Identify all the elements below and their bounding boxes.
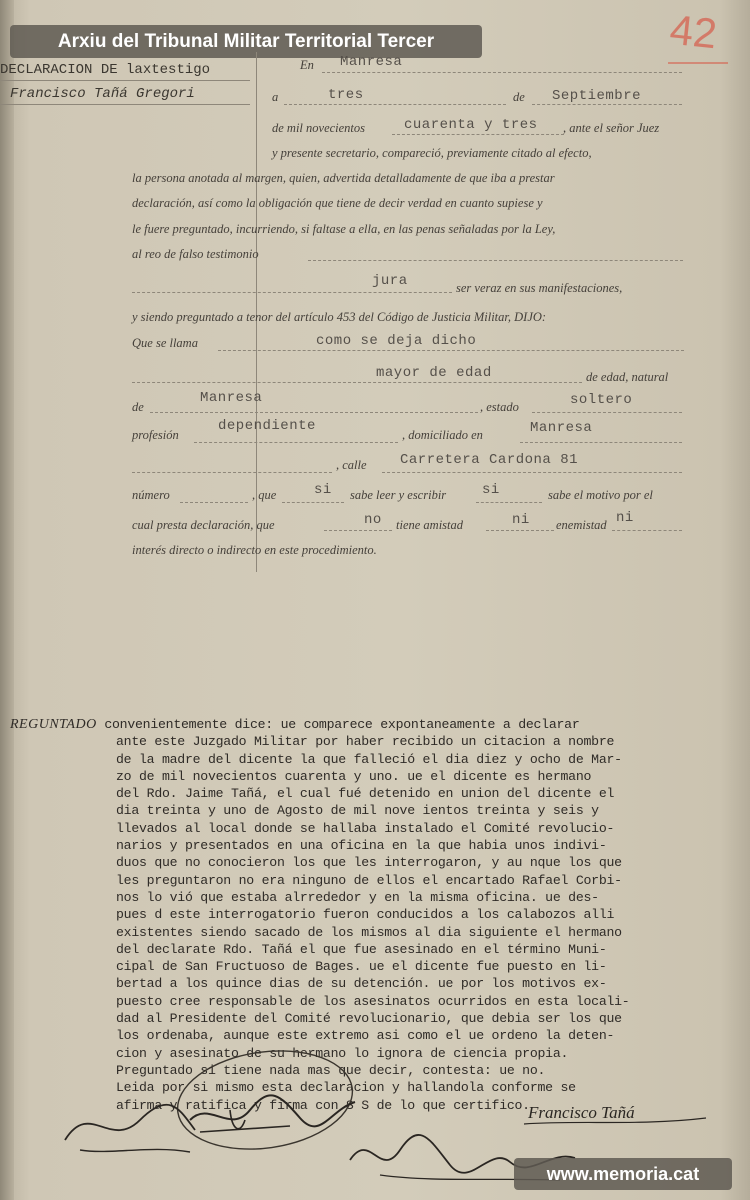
street-line xyxy=(382,472,682,473)
testimony-text-0: convenientemente dice: ue comparece expontaneamente a declarar xyxy=(96,717,580,732)
field-interes: ni xyxy=(616,510,634,526)
testimony-line-15: bertad a los quince dias de su detención. ue por los motivos ex- xyxy=(116,976,607,992)
testimony-line-17: dad al Presidente del Comité revolucionario, que debia ser los que xyxy=(116,1011,622,1027)
profession-line xyxy=(194,442,398,443)
printed-line-5: la persona anotada al margen, quien, advertida detalladamente de que iba a prestar xyxy=(132,171,555,185)
printed-de: de xyxy=(513,90,525,104)
printed-line-8: al reo de falso testimonio xyxy=(132,247,259,261)
printed-en: En xyxy=(300,58,314,72)
declaration-title-text: DECLARACION DE xyxy=(0,62,118,78)
testimony-line-0 xyxy=(10,716,745,733)
field-age: mayor de edad xyxy=(376,365,492,381)
testimony-line-2: de la madre del dicente la que falleció el dia diez y ocho de Mar- xyxy=(116,751,622,767)
field-civil-status: soltero xyxy=(570,392,633,408)
testimony-line-6: llevados al local donde se hallaba instalado el Comité revolucio- xyxy=(116,820,615,836)
printed-profesion: profesión xyxy=(132,428,179,442)
jura-line xyxy=(132,292,452,293)
printed-interes: interés directo o indirecto en este procedimiento. xyxy=(132,543,377,557)
printed-ante-juez: , ante el señor Juez xyxy=(563,121,660,135)
printed-cual-presta: cual presta declaración, que xyxy=(132,518,275,532)
folio-underline xyxy=(668,62,728,64)
enemistad-line xyxy=(486,530,554,531)
secretary-flourish xyxy=(60,1080,200,1160)
testimony-line-7: narios y presentados en una oficina en la que habia unos indivi- xyxy=(116,838,607,854)
testimony-line-18: los ordenaba, aunque este extremo asi como el ue ordeno la deten- xyxy=(116,1028,615,1044)
printed-enemistad: enemistad xyxy=(556,518,607,532)
field-street: Carretera Cardona 81 xyxy=(400,452,579,468)
printed-line-10: y siendo preguntado a tenor del artículo 453 del Código de Justicia Militar, DIJO: xyxy=(132,310,547,324)
testimony-line-3: zo de mil novecientos cuarenta y uno. ue el dicente es hermano xyxy=(116,768,592,784)
printed-estado: , estado xyxy=(480,400,519,414)
printed-que-se-llama: Que se llama xyxy=(132,336,198,350)
printed-sabe-motivo: sabe el motivo por el xyxy=(548,488,653,502)
testimony-line-20: Preguntado si tiene nada mas que decir, contesta: ue no. xyxy=(116,1062,546,1078)
testimony-line-8: duos que no conocieron los que les interrogaron, y au nque los que xyxy=(116,855,622,871)
printed-ser-veraz: ser veraz en sus manifestaciones, xyxy=(456,281,623,295)
field-amistad: no xyxy=(364,512,382,528)
numero-line xyxy=(180,502,248,503)
testimony-line-19: cion y asesinato de su hermano lo ignora de ciencia propia. xyxy=(116,1045,569,1061)
civil-status-line xyxy=(532,412,682,413)
testimony-line-4: del Rdo. Jaime Tañá, el cual fué detenido en union del dicente el xyxy=(116,786,615,802)
site-watermark: www.memoria.cat xyxy=(514,1158,732,1190)
age-line xyxy=(132,382,582,383)
field-profession: dependiente xyxy=(218,418,316,434)
testimony-line-9: les preguntaron no era ninguno de ellos el encartado Rafael Corbi- xyxy=(116,872,622,888)
printed-de-mil: de mil novecientos xyxy=(272,121,366,135)
printed-que: , que xyxy=(252,488,277,502)
declarant-signature xyxy=(520,1090,710,1130)
preguntado-label: REGUNTADO xyxy=(10,717,97,732)
field-year: cuarenta y tres xyxy=(404,117,538,133)
field-enemistad-joiner: ni xyxy=(512,512,530,528)
printed-tiene-amistad: tiene amistad xyxy=(396,518,464,532)
testimony-line-5: dia treinta y uno de Agosto de mil nove ientos treinta y seis y xyxy=(116,803,599,819)
day-line xyxy=(284,104,506,105)
field-month: Septiembre xyxy=(552,88,642,104)
place-line xyxy=(322,72,682,73)
printed-a: a xyxy=(272,90,279,104)
sabe-motivo-line xyxy=(476,502,542,503)
printed-numero: número xyxy=(132,488,170,502)
testimony-line-14: cipal de San Fructuoso de Bages. ue el dicente fue puesto en li- xyxy=(116,959,607,975)
testimony-line-11: pues d este interrogatorio fueron conducidos a los calabozos alli xyxy=(116,907,615,923)
declaration-role: laxtestigo xyxy=(126,62,211,78)
sabe-leer-line xyxy=(282,502,344,503)
testimony-line-16: puesto cree responsable de los asesinatos ocurridos en esta locali- xyxy=(116,993,630,1009)
testimony-line-12: existentes siendo sacado de los mismos al dia siguiente el hermano xyxy=(116,924,622,940)
printed-sabe-leer: sabe leer y escribir xyxy=(350,488,447,502)
field-sabe-motivo: si xyxy=(482,482,500,498)
declarant-signature-text: Francisco Tañá xyxy=(528,1103,635,1122)
field-sabe-leer: si xyxy=(314,482,332,498)
amistad-line xyxy=(324,530,392,531)
testimony-line-10: nos lo vió que estaba alrrededor y en la misma oficina. ue des- xyxy=(116,889,599,905)
printed-line-4: y presente secretario, compareció, previamente citado al efecto, xyxy=(272,146,592,160)
title-rule xyxy=(0,80,250,81)
testimony-line-13: del declarate Rdo. Tañá el que fue asesinado en el término Muni- xyxy=(116,941,607,957)
printed-domiciliado: , domiciliado en xyxy=(402,428,483,442)
testimony-line-1: ante este Juzgado Militar por haber recibido un citacion a nombre xyxy=(116,734,615,750)
folio-number: 42 xyxy=(667,5,720,58)
name-rule xyxy=(0,104,250,105)
printed-de-edad: de edad, natural xyxy=(586,370,669,384)
printed-line-7: le fuere preguntado, incurriendo, si faltase a ella, en las penas señaladas por la Ley, xyxy=(132,222,556,236)
street-lead-line xyxy=(132,472,332,473)
field-domicile: Manresa xyxy=(530,420,593,436)
testimony-line-21: Leida por si mismo esta declaracion y hallandola conforme se xyxy=(116,1080,576,1096)
printed-line-6: declaración, así como la obligación que tiene de decir verdad en cuanto supiese y xyxy=(132,196,543,210)
archive-banner: Arxiu del Tribunal Militar Territorial Tercer xyxy=(10,25,482,58)
field-natural-of: Manresa xyxy=(200,390,263,406)
printed-calle: , calle xyxy=(336,458,367,472)
declaration-title xyxy=(0,62,210,78)
field-day: tres xyxy=(328,87,364,103)
natural-line xyxy=(150,412,478,413)
field-name-answer: como se deja dicho xyxy=(316,333,477,349)
field-jura: jura xyxy=(372,273,408,289)
interes-line xyxy=(612,530,682,531)
month-line xyxy=(532,104,682,105)
domicile-line xyxy=(520,442,682,443)
declarant-name: Francisco Tañá Gregori xyxy=(10,86,195,102)
line-8-fill xyxy=(308,260,683,261)
field-place: Manresa xyxy=(340,54,403,70)
name-answer-line xyxy=(218,350,684,351)
printed-de-2: de xyxy=(132,400,144,414)
year-line xyxy=(392,134,564,135)
testimony-line-22: afirma y ratifica y firma con S S de lo que certifico. xyxy=(116,1097,530,1113)
